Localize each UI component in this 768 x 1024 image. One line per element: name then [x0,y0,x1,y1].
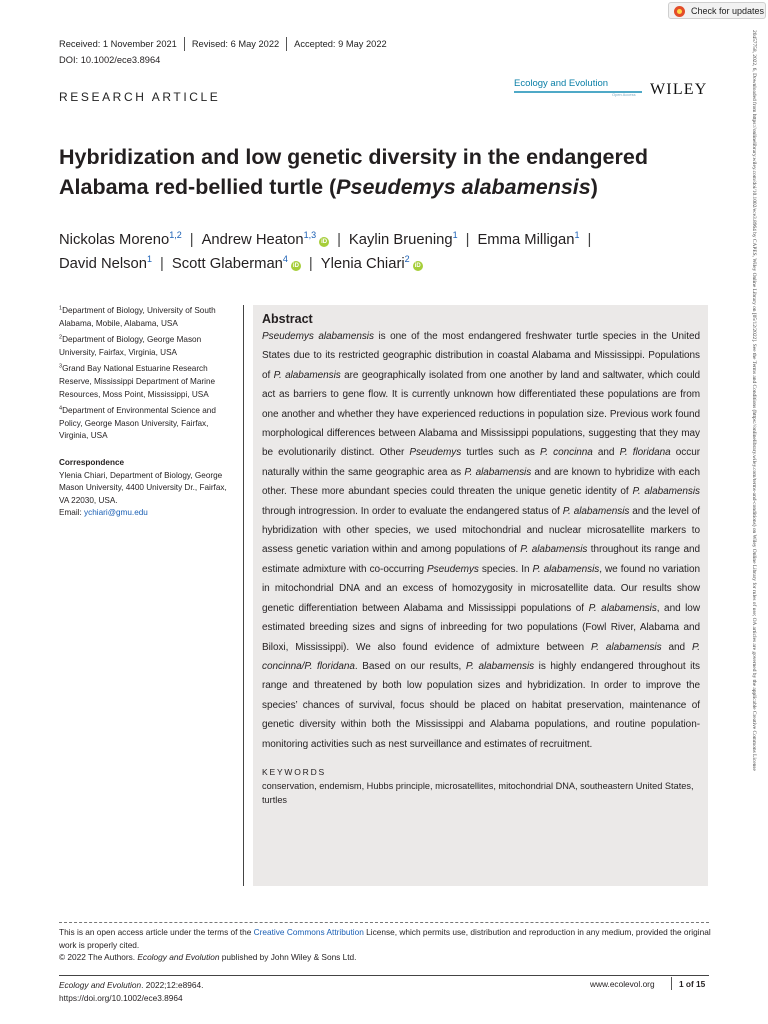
article-dates [59,37,387,51]
abstract-species-name: P. floridana [619,447,671,459]
author [59,232,182,248]
keywords-heading: KEYWORDS [262,766,326,777]
abstract-text: occur naturally within the same geographic area as [262,447,700,478]
correspondence-email-link[interactable]: ychiari@gmu.edu [84,508,148,518]
divider [184,37,185,51]
abstract-text: are geographically isolated from one another by land and saltwater, which could act as barriers to gene flow. It is currently unknown how differentiated these populations are from one another and whether they have experienced reductions in population size. Previous work found morphological differences between Alabama and Mississippi populations, suggesting that they may be evolutionarily distinct. Other [262,369,701,459]
footer-journal: Ecology and Evolution [59,980,142,990]
check-for-updates-button[interactable] [668,2,766,19]
footer-divider [671,977,672,990]
author-affiliation-ref[interactable]: 1 [452,230,458,240]
author [477,232,579,248]
author-name: Ylenia Chiari [320,256,405,272]
affiliation-number: 4 [59,405,63,412]
abstract-text: and the level of hybridization with other species, we used mitochondrial and nuclear microsatellite markers to assess genetic variation within and among populations of [262,505,700,556]
abstract-text: is one of the most endangered freshwater turtle species in the United States due to its restricted geographic distribution in coastal Alabama and Mississippi. Populations of [262,331,700,381]
abstract-species-name: Pseudemys [427,563,479,575]
affiliation-text: Department of Biology, George Mason University, Fairfax, Virginia, USA [59,335,202,357]
abstract-text: and are known to hybridize with each other. These more abundant species could threaten the unique genetic identity of [262,466,700,498]
title-close: ) [590,175,598,199]
affiliation-number: 3 [59,363,63,370]
abstract-species-name: Pseudemys alabamensis [262,331,374,342]
affiliation-item [59,305,234,330]
abstract-species-name: P. alabamensis [273,369,341,381]
abstract-body [262,327,700,754]
divider [286,37,287,51]
footer-volume: . 2022;12:e8964. [141,980,204,990]
author [349,232,458,248]
affiliation-item [59,405,234,443]
author-affiliation-ref[interactable]: 4 [282,254,288,264]
author-name: David Nelson [59,256,148,272]
abstract-species-name: P. concinna [539,447,593,459]
author-name: Nickolas Moreno [59,232,170,248]
journal-logo: Ecology and Evolution [514,78,609,89]
author-separator: | [308,256,313,272]
column-divider [243,305,244,886]
orcid-icon[interactable]: iD [321,239,328,245]
correspondence-text [59,470,234,520]
author-name: Andrew Heaton [201,232,304,248]
author-affiliation-ref[interactable]: 1,3 [303,230,317,240]
author-name: Kaylin Bruening [348,232,453,248]
abstract-species-name: P. alabamensis [465,660,535,672]
author-name: Emma Milligan [477,232,575,248]
footer-rule [59,975,709,976]
check-for-updates-label: Check for updates [691,6,765,16]
accepted-date: Accepted: 9 May 2022 [294,39,387,49]
open-access-tag: Open Access [612,92,636,97]
abstract-text: is highly endangered throughout its range and threatened by both low population sizes and hybridization. In order to improve the species’ chances of survival, focus should be placed on habitat preservation, maintenance of genetic diversity within both the Mississippi and Alabama populations, and routine population-monitoring activities such as nest surveillance and estimates of recruitment. [262,660,700,750]
affiliations [59,305,234,524]
affiliation-text: Department of Biology, University of South Alabama, Mobile, Alabama, USA [59,306,216,328]
author-list [59,228,719,276]
affiliation-item [59,334,234,359]
abstract-text: species. In [478,563,533,575]
abstract-species-name: P. alabamensis [562,505,630,517]
author [202,232,330,248]
doi: DOI: 10.1002/ece3.8964 [59,55,161,65]
cc-license-link[interactable]: Creative Commons Attribution [253,927,364,937]
abstract-text: turtles such as [461,447,540,459]
revised-date: Revised: 6 May 2022 [191,39,280,49]
author-separator: | [337,232,341,248]
email-label: Email: [59,508,85,518]
footer-citation [59,979,203,1004]
orcid-icon[interactable]: iD [414,263,421,269]
abstract-species-name: P. alabamensis [632,486,700,498]
author-separator: | [587,232,592,248]
author-separator: | [160,256,164,272]
title-main: Hybridization and low genetic diversity in the endangered Alabama red-bellied turtle ( [59,145,648,199]
copyright-pre: © 2022 The Authors. [59,952,138,962]
page-number: 1 of 15 [679,979,706,989]
author [321,256,423,272]
author-affiliation-ref[interactable]: 1,2 [169,230,182,240]
orcid-icon[interactable]: iD [292,263,299,269]
author-affiliation-ref[interactable]: 1 [147,254,153,264]
license-notice [59,926,719,964]
abstract-species-name: P. alabamensis [532,563,600,575]
affiliation-number: 2 [59,334,63,341]
copyright-post: published by John Wiley & Sons Ltd. [219,952,357,962]
abstract-box [253,305,708,886]
abstract-species-name: Pseudemys [409,447,462,459]
author [59,256,152,272]
abstract-text: and [661,641,692,653]
abstract-species-name: P. alabamensis [590,641,662,653]
keywords-list: conservation, endemism, Hubbs principle, microsatellites, mitochondrial DNA, southeastern United States, turtles [262,780,694,805]
affiliation-number: 1 [59,305,63,312]
license-divider [59,922,709,923]
affiliation-text: Department of Environmental Science and Policy, George Mason University, Fairfax, Virginia, USA [59,406,216,441]
abstract-text: , we found no variation in mitochondrial DNA and an excess of homozygosity in microsatellite data. Our results show genetic differentiation between Alabama and Mississippi populations of [262,563,700,614]
author-separator: | [189,232,194,248]
author [172,256,301,272]
abstract-species-name: P. alabamensis [520,544,588,556]
author-separator: | [465,232,470,248]
author-affiliation-ref[interactable]: 1 [574,230,580,240]
abstract-text: and [592,447,620,459]
publisher-logo: WILEY [650,81,708,98]
copyright-journal: Ecology and Evolution [137,952,220,962]
abstract-text: . Based on our results, [354,660,466,672]
article-type: RESEARCH ARTICLE [59,90,221,104]
correspondence-heading: Correspondence [59,457,125,467]
abstract-text: , and low estimated breeding sizes and signs of inbreeding for two populations (Fowl River, Alabama and Biloxi, Mississippi). We also found evidence of admixture between [262,602,700,653]
correspondence-address: Ylenia Chiari, Department of Biology, George Mason University, 4400 University Dr., Fairfax, VA 22030, USA. [59,470,227,505]
affiliation-text: Grand Bay National Estuarine Research Reserve, Mississippi Department of Marine Resources, Moss Point, Mississippi, USA [59,364,216,399]
affiliation-item [59,363,234,401]
footer-doi-link[interactable]: https://doi.org/10.1002/ece3.8964 [59,992,183,1003]
license-post: License, which permits use, distribution and reproduction in any medium, provided the original work is properly cited. [59,927,711,950]
title-species: Pseudemys alabamensis [336,175,591,199]
author-name: Scott Glaberman [171,256,283,272]
abstract-heading: Abstract [262,312,313,326]
check-updates-icon [674,6,685,17]
abstract-species-name: P. alabamensis [464,466,532,478]
abstract-text: through introgression. In order to evaluate the endangered status of [262,505,563,517]
journal-website-link[interactable]: www.ecolevol.org [590,979,655,989]
download-stamp: 20457758, 2022, 6, Downloaded from https://onlinelibrary.wiley.com/doi/10.1002/ece3.8964 by CAPES, Wiley Online Library on [05/12/2022]. See the Terms and Conditions (https://onlinelibrary.wiley.com/terms-and-conditions) on Wiley Online Library for rules of use; OA articles are governed by the applicable Creative Commons License [751,30,757,771]
article-title [59,142,699,202]
affiliation-list [59,305,234,443]
abstract-species-name: P. alabamensis [588,602,657,614]
author-affiliation-ref[interactable]: 2 [404,254,410,264]
abstract-text: throughout its range and estimate admixture with co-occurring [262,544,700,575]
abstract-species-name: P. concinna/P. floridana [262,641,700,672]
received-date: Received: 1 November 2021 [59,39,177,49]
license-pre: This is an open access article under the terms of the [59,927,254,937]
